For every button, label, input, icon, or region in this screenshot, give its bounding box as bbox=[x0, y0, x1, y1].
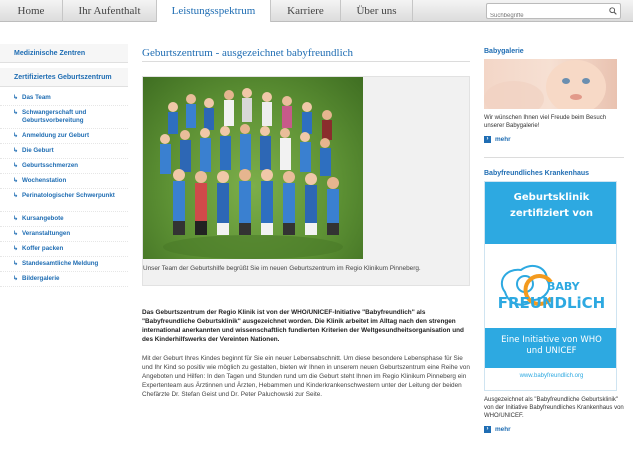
babygalerie-more-link[interactable] bbox=[484, 136, 624, 143]
nav-leistungsspektrum[interactable]: Leistungsspektrum bbox=[157, 0, 271, 22]
sidebar-item-label: Die Geburt bbox=[22, 147, 54, 154]
photo-caption: Unser Team der Geburtshilfe begrüßt Sie im neuen Geburtszentrum im Regio Klinikum Pinneberg. bbox=[143, 265, 421, 272]
arrow-right-icon: ↳ bbox=[13, 261, 19, 267]
sidebar-item-koffer-packen[interactable] bbox=[0, 242, 128, 257]
sidebar-item-label: Standesamtliche Meldung bbox=[22, 260, 99, 267]
cert-header bbox=[485, 182, 617, 244]
sidebar-item-die-geburt[interactable] bbox=[0, 144, 128, 159]
arrow-right-icon: ↳ bbox=[13, 110, 19, 116]
arrow-right-icon: ↳ bbox=[13, 216, 19, 222]
babygalerie-text: Wir wünschen Ihnen viel Freude beim Besuch unserer Babygalerie! bbox=[484, 115, 607, 129]
more-label: mehr bbox=[495, 426, 511, 433]
cert-baby-text: BABY bbox=[547, 280, 580, 293]
sidebar-item-geburtsschmerzen[interactable] bbox=[0, 159, 128, 174]
search-icon[interactable] bbox=[609, 7, 617, 15]
search-box bbox=[486, 3, 621, 19]
sidebar-header-geburtszentrum[interactable]: Zertifiziertes Geburtszentrum bbox=[0, 68, 128, 87]
sidebar-item-standesamtliche-meldung[interactable] bbox=[0, 257, 128, 272]
arrow-right-icon: ↳ bbox=[13, 276, 19, 282]
sidebar-item-label: Koffer packen bbox=[22, 245, 64, 252]
sidebar-item-label: Veranstaltungen bbox=[22, 230, 71, 237]
sidebar-item-label: Wochenstation bbox=[22, 177, 67, 184]
nav-ihr-aufenthalt[interactable]: Ihr Aufenthalt bbox=[63, 0, 157, 22]
arrow-right-icon: › bbox=[484, 426, 491, 433]
sidebar-list bbox=[0, 91, 128, 287]
arrow-right-icon: ↳ bbox=[13, 178, 19, 184]
top-navigation bbox=[0, 0, 633, 22]
arrow-right-icon: ↳ bbox=[13, 231, 19, 237]
sidebar bbox=[0, 44, 128, 287]
babyfreundlich-text: Ausgezeichnet als "Babyfreundliche Geburtsklinik" von der Initiative Babyfreundliches Krankenhaus von WHO/UNICEF. bbox=[484, 397, 624, 419]
main-content bbox=[142, 44, 470, 399]
sidebar-item-perinatologischer-schwerpunkt[interactable] bbox=[0, 189, 128, 212]
baby-illustration bbox=[484, 59, 617, 109]
nav-ueber-uns[interactable]: Über uns bbox=[341, 0, 413, 22]
team-photo-illustration bbox=[143, 77, 363, 259]
sidebar-item-label: Kursangebote bbox=[22, 215, 64, 222]
cert-line1: Geburtsklinik bbox=[513, 192, 590, 203]
body-paragraph: Mit der Geburt Ihres Kindes beginnt für Sie ein neuer Lebensabschnitt. Um diese besondere Lebensphase für Sie und Ihr Kind so positiv wie möglich zu gestalten, bieten wir Ihnen in unserem neuen Geburtszentrum eine Reihe von Angeboten und Hilfen: In den Tagen und Stunden rund um die Geburt steht Ihnen im Regio Klinikum Pinneberg ein Expertenteam aus Ärztinnen und Ärzten, Hebammen und Kinderkrankenschwestern unter der Leitung der beiden Chefärzte Dr. Stefan Geist und Dr. Peter Paluchowski zur Seite. bbox=[142, 355, 470, 398]
cert-url: www.babyfreundlich.org bbox=[519, 373, 584, 379]
nav-karriere[interactable]: Karriere bbox=[271, 0, 341, 22]
cert-band-line1: Eine Initiative von WHO bbox=[501, 335, 602, 345]
cert-band-line2: und UNICEF bbox=[526, 346, 577, 356]
page-title: Geburtszentrum - ausgezeichnet babyfreundlich bbox=[142, 44, 470, 62]
team-photo bbox=[143, 77, 363, 259]
search-input[interactable] bbox=[487, 9, 605, 23]
sidebar-item-label: Anmeldung zur Geburt bbox=[22, 132, 90, 139]
arrow-right-icon: ↳ bbox=[13, 133, 19, 139]
cert-band bbox=[485, 328, 617, 368]
cert-line2: zertifiziert von bbox=[510, 208, 593, 219]
arrow-right-icon: › bbox=[484, 136, 491, 143]
sidebar-item-schwangerschaft[interactable] bbox=[0, 106, 128, 129]
babyfreundlich-certificate[interactable] bbox=[484, 181, 617, 391]
arrow-right-icon: ↳ bbox=[13, 193, 19, 199]
sidebar-header-medizinische-zentren[interactable]: Medizinische Zentren bbox=[0, 44, 128, 63]
team-people bbox=[160, 88, 339, 235]
cert-freundlich-text: FREUNDLiCH bbox=[497, 294, 606, 312]
babygalerie-title: Babygalerie bbox=[484, 48, 524, 55]
arrow-right-icon: ↳ bbox=[13, 246, 19, 252]
sidebar-item-bildergalerie[interactable] bbox=[0, 272, 128, 287]
sidebar-item-das-team[interactable] bbox=[0, 91, 128, 106]
divider bbox=[484, 157, 624, 158]
arrow-right-icon: ↳ bbox=[13, 163, 19, 169]
sidebar-item-kursangebote[interactable] bbox=[0, 212, 128, 227]
nav-home[interactable]: Home bbox=[0, 0, 63, 22]
babyfreundlich-more-link[interactable] bbox=[484, 426, 624, 433]
babyfreundlich-title: Babyfreundliches Krankenhaus bbox=[484, 170, 590, 177]
more-label: mehr bbox=[495, 136, 511, 143]
sidebar-item-label: Geburtsschmerzen bbox=[22, 162, 79, 169]
sidebar-item-wochenstation[interactable] bbox=[0, 174, 128, 189]
arrow-right-icon: ↳ bbox=[13, 95, 19, 101]
sidebar-item-label: Das Team bbox=[22, 94, 51, 101]
intro-paragraph: Das Geburtszentrum der Regio Klinik ist von der WHO/UNICEF-Initiative "Babyfreundlich" als "Babyfreundliche Geburtsklinik" ausgezeichnet worden. Die Klinik arbeitet im Alltag nach den strengen international anerkannten und wissenschaftlich fundierten Kriterien der Weltgesundheitsorganisation und des Kinderhilfswerks der Vereinten Nationen. bbox=[142, 309, 464, 343]
right-column bbox=[484, 44, 624, 433]
sidebar-item-anmeldung[interactable] bbox=[0, 129, 128, 144]
sidebar-item-label: Schwangerschaft und Geburtsvorbereitung bbox=[22, 109, 87, 124]
baby-image[interactable] bbox=[484, 59, 617, 109]
sidebar-item-veranstaltungen[interactable] bbox=[0, 227, 128, 242]
sidebar-item-label: Perinatologischer Schwerpunkt bbox=[22, 192, 115, 199]
sidebar-item-label: Bildergalerie bbox=[22, 275, 60, 282]
arrow-right-icon: ↳ bbox=[13, 148, 19, 154]
team-photo-box bbox=[142, 76, 470, 286]
